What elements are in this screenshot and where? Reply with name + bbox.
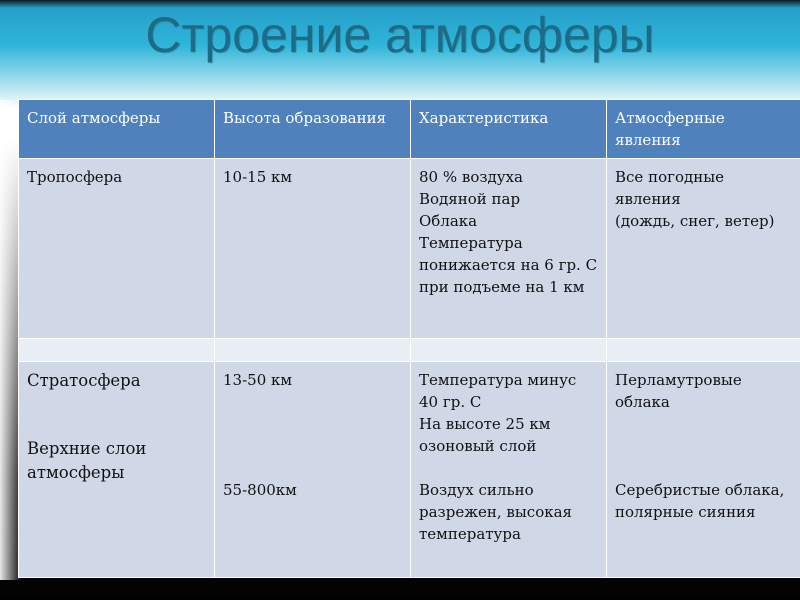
header-layer: Слой атмосферы: [19, 100, 215, 159]
char-line: Температура понижается на 6 гр. С при подъеме на 1 км: [419, 234, 598, 296]
atmosphere-table: [18, 99, 800, 578]
empty-cell: [19, 339, 215, 362]
table-header-row: [19, 100, 800, 159]
cell-height-stratosphere: [215, 362, 411, 578]
spacer: [615, 435, 792, 457]
header-phenomena: Атмосферные явления: [607, 100, 800, 159]
phenomena-stratosphere: Перламутровые облака: [615, 371, 742, 411]
char-line: 80 % воздуха: [419, 168, 523, 186]
spacer: [27, 393, 206, 415]
char-line: Водяной пар: [419, 190, 521, 208]
empty-cell: [215, 339, 411, 362]
table-row-troposphere: [19, 159, 800, 339]
cell-height-troposphere: 10-15 км: [215, 159, 411, 339]
phenomena-line: Все погодные явления: [615, 168, 725, 208]
empty-cell: [411, 339, 607, 362]
cell-layer-stratosphere: [19, 362, 215, 578]
table-row-stratosphere: [19, 362, 800, 578]
phenomena-line: (дождь, снег, ветер): [615, 212, 775, 230]
char-line: На высоте 25 км озоновый слой: [419, 415, 551, 455]
spacer: [615, 413, 792, 435]
cell-phenomena-troposphere: [607, 159, 800, 339]
spacer: [223, 413, 402, 435]
empty-cell: [607, 339, 800, 362]
spacer: [419, 457, 598, 479]
spacer: [223, 391, 402, 413]
phenomena-upper: Серебристые облака, полярные сияния: [615, 481, 785, 521]
cell-characteristics-troposphere: [411, 159, 607, 339]
spacer: [223, 435, 402, 457]
slide-title: Строение атмосферы: [145, 7, 655, 63]
header-height: Высота образования: [215, 100, 411, 159]
cell-layer-troposphere: Тропосфера: [19, 159, 215, 339]
char-line: Температура минус 40 гр. С: [419, 371, 577, 411]
spacer: [223, 457, 402, 479]
layer-upper: Верхние слои атмосферы: [27, 439, 147, 482]
char-line: Облака: [419, 212, 478, 230]
height-stratosphere: 13-50 км: [223, 371, 293, 389]
layer-stratosphere: Стратосфера: [27, 371, 141, 390]
header-characteristics: Характеристика: [411, 100, 607, 159]
spacer: [27, 415, 206, 437]
char-upper: Воздух сильно разрежен, высокая температура: [419, 481, 573, 543]
spacer: [615, 457, 792, 479]
height-upper: 55-800км: [223, 481, 297, 499]
cell-characteristics-stratosphere: [411, 362, 607, 578]
table-row-empty: [19, 339, 800, 362]
cell-phenomena-stratosphere: [607, 362, 800, 578]
